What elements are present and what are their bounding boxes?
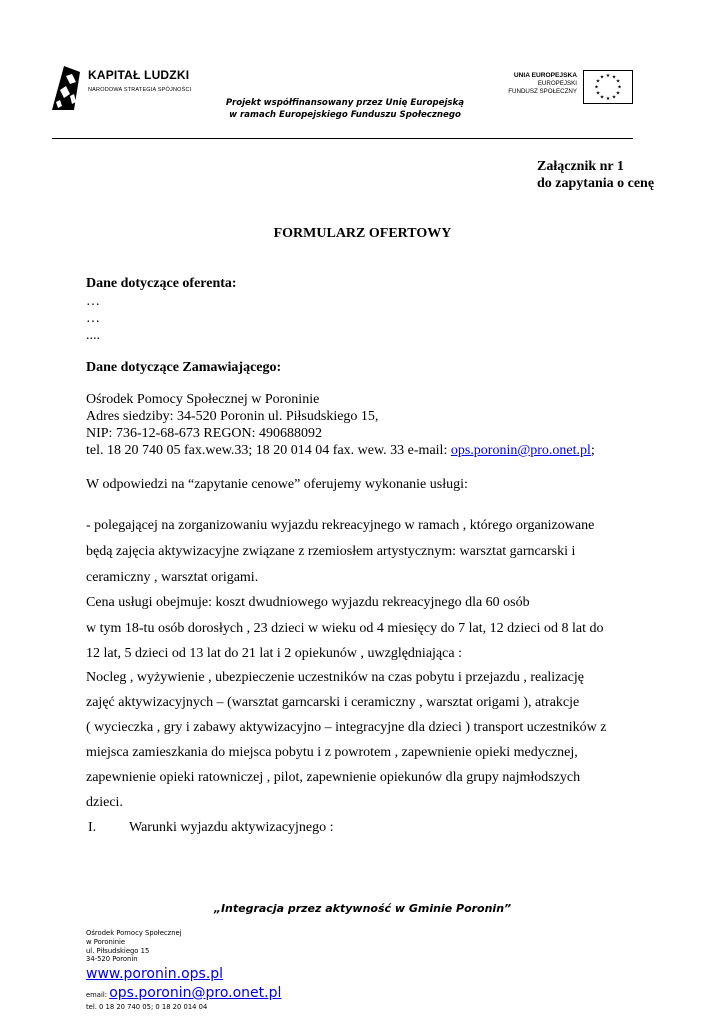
footer-address-line: w Poroninie	[86, 937, 126, 946]
eu-flag-icon	[583, 70, 633, 104]
svg-text:★: ★	[611, 74, 617, 81]
ordering-ids: NIP: 736-12-68-673 REGON: 490688092	[86, 426, 323, 441]
offer-intro: W odpowiedzi na “zapytanie cenowe” oferujemy wykonanie usługi:	[86, 477, 468, 492]
ordering-address: Adres siedziby: 34-520 Poronin ul. Piłsudskiego 15,	[86, 409, 379, 424]
body-line: będą zajęcia aktywizacyjne związane z rzemiosłem artystycznym: warsztat garncarski i	[86, 544, 576, 559]
project-funding-note	[200, 97, 490, 121]
footer-email-label: email:	[86, 991, 110, 999]
svg-text:★: ★	[594, 84, 599, 91]
offeror-line: …	[86, 311, 100, 326]
attachment-note	[537, 158, 654, 192]
footer-slogan: „Integracja przez aktywność w Gminie Poronin”	[213, 902, 512, 915]
body-line: ceramiczny , warsztat origami.	[86, 570, 259, 585]
eu-line-2: EUROPEJSKI	[537, 80, 577, 87]
body-line: 12 lat, 5 dzieci od 13 lat do 21 lat i 2 opiekunów , uwzględniająca :	[86, 646, 462, 661]
svg-text:★: ★	[615, 78, 621, 85]
attachment-line-2: do zapytania o cenę	[537, 176, 655, 191]
svg-text:★: ★	[605, 73, 611, 79]
footer-website-link[interactable]: www.poronin.ops.pl	[86, 966, 224, 982]
ordering-name: Ośrodek Pomocy Społecznej w Poroninie	[86, 392, 320, 407]
eu-line-3: FUNDUSZ SPOŁECZNY	[508, 88, 577, 95]
ordering-tel-suffix: ;	[590, 443, 595, 458]
project-line-2: w ramach Europejskiego Funduszu Społecznego	[229, 110, 461, 120]
body-line: ( wycieczka , gry i zabawy aktywizacyjno – integracyjne dla dzieci ) transport uczestników z	[86, 720, 607, 735]
body-line: miejsca zamieszkania do miejsca pobytu i z powrotem , zapewnienie opieki medycznej,	[86, 745, 578, 760]
svg-text:★: ★	[605, 96, 611, 102]
ordering-tel: tel. 18 20 740 05 fax.wew.33; 18 20 014 04 fax. wew. 33 e-mail:	[86, 443, 451, 458]
attachment-line-1: Załącznik nr 1	[537, 159, 624, 174]
ordering-heading: Dane dotyczące Zamawiającego:	[86, 360, 282, 375]
footer-address	[86, 929, 182, 964]
footer-address-line: ul. Piłsudskiego 15	[86, 946, 150, 955]
svg-text:★: ★	[617, 84, 622, 91]
eu-logo-text	[470, 72, 577, 96]
body-line: Cena usługi obejmuje: koszt dwudniowego wyjazdu rekreacyjnego dla 60 osób	[86, 595, 530, 610]
kapital-ludzki-title: KAPITAŁ LUDZKI	[88, 68, 190, 82]
body-line: zapewnienie opieki ratowniczej , pilot, zapewnienie opiekunów dla grupy najmłodszych	[86, 770, 581, 785]
svg-text:★: ★	[595, 78, 601, 85]
svg-text:★: ★	[599, 74, 605, 81]
ordering-contact	[86, 443, 595, 460]
footer-address-line: 34-520 Poronin	[86, 955, 138, 964]
svg-text:★: ★	[615, 90, 621, 97]
ordering-email-link[interactable]: ops.poronin@pro.onet.pl	[450, 443, 591, 458]
body-line: zajęć aktywizacyjnych – (warsztat garncarski i ceramiczny , warsztat origami ), atrakcje	[86, 695, 580, 710]
svg-text:★: ★	[595, 90, 601, 97]
header-divider	[52, 138, 633, 139]
svg-text:★: ★	[599, 94, 605, 101]
offeror-heading: Dane dotyczące oferenta:	[86, 276, 237, 291]
body-line: Nocleg , wyżywienie , ubezpieczenie uczestników na czas pobytu i przejazdu , realizację	[86, 670, 584, 685]
body-line: w tym 18-tu osób dorosłych , 23 dzieci w wieku od 4 miesięcy do 7 lat, 12 dzieci od 8 lat do	[86, 621, 604, 636]
footer-tel: tel. 0 18 20 740 05; 0 18 20 014 04	[86, 1003, 208, 1011]
section-title: Warunki wyjazdu aktywizacyjnego :	[129, 820, 334, 835]
kapital-ludzki-subtitle: NARODOWA STRATEGIA SPÓJNOŚCI	[88, 87, 192, 93]
svg-text:★: ★	[611, 94, 617, 101]
body-line: - polegającej na zorganizowaniu wyjazdu rekreacyjnego w ramach , którego organizowane	[86, 518, 595, 533]
footer-email-link[interactable]: ops.poronin@pro.onet.pl	[109, 985, 282, 1001]
footer-address-line: Ośrodek Pomocy Społecznej	[86, 929, 182, 937]
offeror-line: ....	[86, 328, 100, 343]
project-line-1: Projekt współfinansowany przez Unię Europejską	[225, 98, 465, 108]
footer-email	[86, 985, 281, 1001]
section-number: I.	[88, 820, 97, 835]
body-line: dzieci.	[86, 795, 123, 810]
offeror-line: …	[86, 294, 100, 309]
eu-line-1: UNIA EUROPEJSKA	[513, 72, 577, 79]
form-title: FORMULARZ OFERTOWY	[273, 226, 452, 241]
